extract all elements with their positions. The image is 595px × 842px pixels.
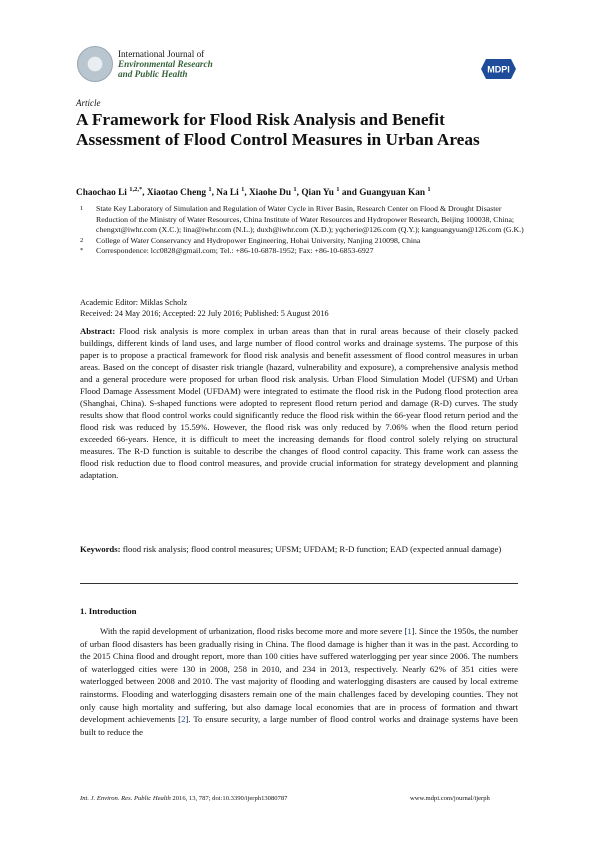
citation-link[interactable]: 2 — [181, 714, 186, 725]
author-list: Chaochao Li $^{1,2,*}$, Xiaotao Cheng $^1$, Na Li $^1$, Xiaohe Du $^1$, Qian Yu $^1$ and Guangyuan Kan $^1$ — [76, 186, 431, 199]
section-heading: 1. Introduction — [80, 606, 137, 616]
affiliations — [80, 204, 528, 257]
citation-link[interactable]: 1 — [407, 626, 412, 636]
author-affiliation-mark: 1 — [336, 186, 340, 193]
correspondence-item — [80, 246, 528, 257]
academic-editor: Academic Editor: Miklas Scholz — [80, 298, 188, 307]
abstract-text: Flood risk analysis is more complex in urban areas than that in rural areas because of their closely packed buildings, different kinds of land uses, and large number of flood control works and drainage systems. The purpose of this paper is to propose a practical framework for flood risk analysis and benefit assessment of flood control measures in urban areas. Based on the concept of disaster risk triangle (hazard, vulnerability and exposure), a comprehensive analysis method and a general procedure were proposed for urban flood risk analysis. Urban Flood Simulation Model (UFSM) and Urban Flood Damage Assessment Model (UFDAM) were integrated to estimate the flood risk in the Pudong flood protection area (Shanghai, China). S-shaped functions were adopted to represent flood return period and damage (R-D) curves. The study results show that flood control works could significantly reduce the flood risk within the 66-year flood return period and the flood risk was reduced by 15.59%. However, the flood risk was only reduced by 7.06% when the flood return period exceeded 66-years. Hence, it is difficult to meet the increasing demands for flood control solely relying on structural measures. The R-D function is suitable to describe the changes of flood control capacity. This frame work can assess the flood risk reduction due to flood control measures, and provide crucial information for strategy development and planning adaptation. — [80, 326, 519, 480]
author-affiliation-mark: 1 — [208, 186, 212, 193]
affiliation-mark: 1 — [80, 205, 84, 212]
article-type: Article — [76, 98, 101, 108]
affiliation-text: College of Water Conservancy and Hydropower Engineering, Hohai University, Nanjing 210098, China — [96, 235, 421, 245]
author-affiliation-mark: 1 — [427, 186, 431, 193]
journal-name — [118, 49, 213, 79]
article-dates — [80, 297, 329, 319]
author-affiliation-mark: 1,2,* — [129, 186, 143, 193]
publication-history: Received: 24 May 2016; Accepted: 22 July 2016; Published: 5 August 2016 — [80, 309, 329, 318]
abstract — [80, 325, 518, 481]
body-text-segment: ]. Since the 1950s, the number of urban flood disasters has been gradually rising in China. The flood damage is higher than it was in the past. According to the 2015 China flood and drought report, more than 100 cities have suffered waterlogging per year since 2006. The numbers of waterlogged cities were 130 in 2008, 258 in 2010, and 234 in 2013, respectively. Nearly 62% of 351 cities were waterlogged between 2008 and 2010. The vast majority of flooding and waterlogging disasters are caused by local extreme rainstorms. Flooding and waterlogging disasters remain one of the main challenges faced by developing counties. They not only cause high mortality and suffering, but also damage local economies that are in process of formation and thwart development achievements [ — [80, 626, 518, 725]
journal-logo — [77, 46, 113, 82]
footer-citation-details: 2016, 13, 787; doi:10.3390/ijerph13080787 — [172, 795, 288, 802]
affiliation-item — [80, 204, 528, 236]
author-name: Qian Yu — [301, 188, 334, 199]
correspondence-mark: * — [80, 247, 84, 255]
keywords — [80, 543, 518, 555]
affiliation-mark: 2 — [80, 236, 84, 244]
keywords-text: flood risk analysis; flood control measures; UFSM; UFDAM; R-D function; EAD (expected annual damage) — [122, 544, 502, 554]
footer-url[interactable]: www.mdpi.com/journal/ijerph — [410, 795, 490, 802]
author-affiliation-mark: 1 — [241, 186, 245, 193]
author-name: Xiaohe Du — [248, 188, 292, 199]
mdpi-logo-text: MDPI — [487, 64, 510, 75]
body-text-segment: ]. To ensure security, a large number of flood control works and drainage systems have been built to reduce the — [80, 714, 518, 737]
body-text-segment: With the rapid development of urbanization, flood risks become more and more severe [ — [100, 626, 408, 636]
abstract-label: Abstract: — [80, 326, 116, 336]
author-name: Chaochao Li — [76, 188, 127, 199]
footer-citation — [80, 795, 287, 802]
paper-title: A Framework for Flood Risk Analysis and Benefit Assessment of Flood Control Measures in Urban Areas — [76, 110, 480, 149]
author-affiliation-mark: 1 — [293, 186, 297, 193]
affiliation-text: State Key Laboratory of Simulation and Regulation of Water Cycle in River Basin, Research Center on Flood & Drought Disaster Reduction of the Ministry of Water Resources, China Institute of Water Resources and Hydropower Research, Beijing 100038, China; chengxt@iwhr.com (X.C.); lina@iwhr.com (N.L.); duxh@iwhr.com (X.D.); yqcherie@126.com (Q.Y.); kanguangyuan@126.com (G.K.) — [96, 204, 524, 235]
affiliation-item — [80, 236, 528, 247]
keywords-label: Keywords: — [80, 544, 121, 554]
correspondence-text: Correspondence: lcc0828@gmail.com; Tel.: +86-10-6878-1952; Fax: +86-10-6853-6927 — [96, 246, 374, 256]
author-name: Guangyuan Kan — [359, 188, 426, 199]
journal-line-3: and Public Health — [118, 69, 188, 79]
author-name: Na Li — [216, 188, 239, 199]
section-divider — [80, 583, 518, 584]
mdpi-logo — [480, 58, 517, 80]
body-paragraph — [80, 625, 518, 738]
author-name: Xiaotao Cheng — [146, 188, 207, 199]
journal-line-2: Environmental Research — [118, 59, 213, 69]
footer-journal-abbrev: Int. J. Environ. Res. Public Health — [80, 795, 171, 802]
journal-line-1: International Journal of — [118, 49, 205, 59]
